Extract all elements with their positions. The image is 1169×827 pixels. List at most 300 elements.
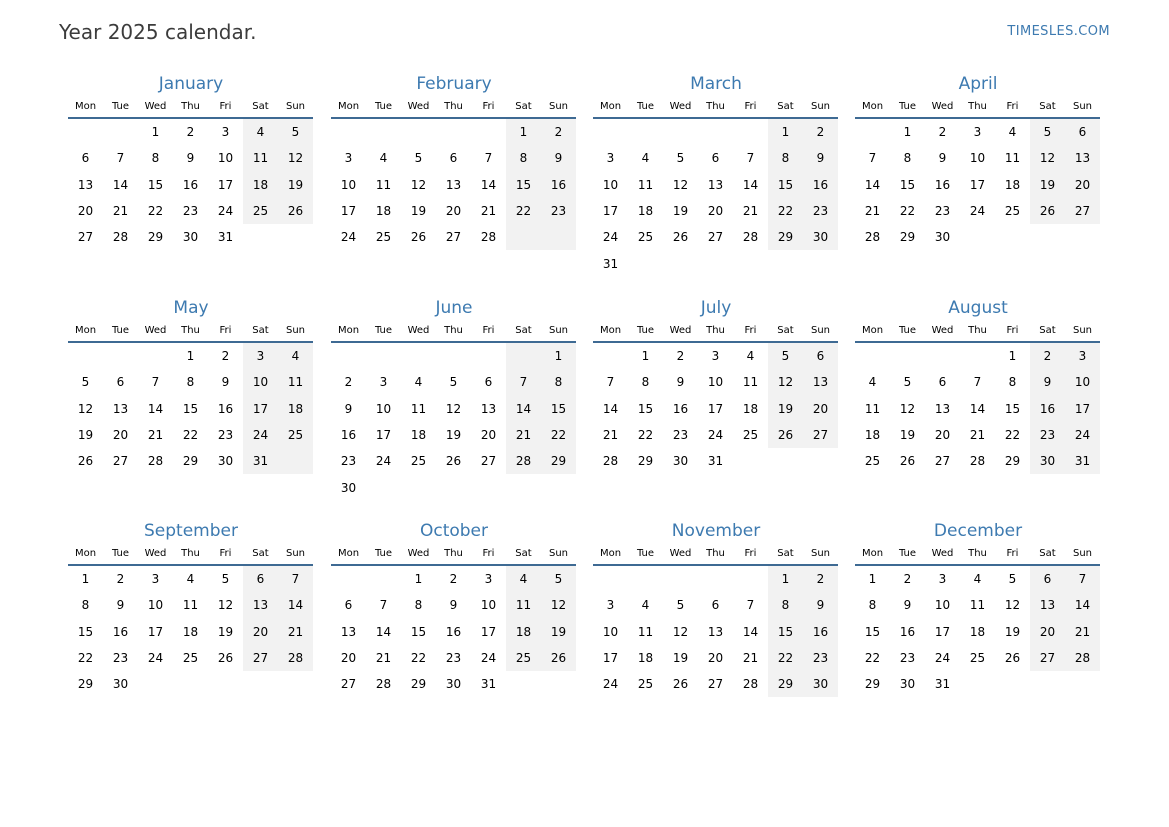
day-cell: 25 — [375, 230, 392, 245]
weekday-header: Sun — [278, 95, 313, 118]
day-cell: 7 — [1065, 565, 1100, 592]
day-cell: 18 — [864, 428, 881, 443]
day-cell: 29 — [182, 454, 199, 469]
day-cell: 5 — [221, 572, 230, 587]
day-cell: 19 — [278, 172, 313, 198]
month-table — [593, 95, 838, 277]
weekday-header: Thu — [698, 542, 733, 565]
day-cell: 14 — [742, 177, 759, 192]
day-cell: 10 — [147, 598, 164, 613]
day-cell: 7 — [116, 151, 125, 166]
day-cell: 21 — [1065, 619, 1100, 645]
empty-cell — [366, 118, 401, 145]
empty-cell — [506, 474, 541, 500]
site-brand-link[interactable]: TIMESLES.COM — [1007, 24, 1110, 39]
month-block-may — [68, 297, 314, 474]
month-name: November — [671, 521, 761, 541]
day-cell: 5 — [768, 342, 803, 369]
day-cell: 16 — [899, 624, 916, 639]
day-cell: 24 — [480, 651, 497, 666]
day-cell: 28 — [742, 230, 759, 245]
day-cell: 30 — [803, 224, 838, 250]
week-row — [593, 145, 838, 171]
day-cell: 30 — [934, 230, 951, 245]
empty-cell — [208, 671, 243, 697]
empty-cell — [1030, 224, 1065, 250]
day-cell: 7 — [379, 598, 388, 613]
week-row — [593, 448, 838, 474]
day-cell: 4 — [278, 342, 313, 369]
week-row — [855, 671, 1100, 697]
week-row — [331, 172, 576, 198]
empty-cell — [506, 671, 541, 697]
day-cell: 3 — [243, 342, 278, 369]
weekday-header: Wed — [663, 542, 698, 565]
weekday-header: Mon — [331, 319, 366, 342]
day-cell: 14 — [742, 624, 759, 639]
day-cell: 19 — [77, 428, 94, 443]
day-cell: 31 — [1065, 448, 1100, 474]
weekday-header: Sat — [1030, 319, 1065, 342]
day-cell: 31 — [602, 256, 619, 271]
week-row — [593, 671, 838, 697]
day-cell: 27 — [1065, 198, 1100, 224]
empty-cell — [138, 342, 173, 369]
empty-cell — [436, 342, 471, 369]
day-cell: 3 — [606, 151, 615, 166]
day-cell: 6 — [803, 342, 838, 369]
month-block-july — [593, 297, 839, 474]
day-cell: 20 — [77, 204, 94, 219]
weekday-header: Sun — [803, 542, 838, 565]
weekday-header: Tue — [628, 95, 663, 118]
weekday-header: Thu — [960, 542, 995, 565]
day-cell: 6 — [711, 598, 720, 613]
day-cell: 16 — [672, 401, 689, 416]
day-cell: 29 — [77, 677, 94, 692]
empty-cell — [960, 224, 995, 250]
day-cell: 19 — [445, 428, 462, 443]
day-cell: 16 — [934, 177, 951, 192]
day-cell: 20 — [243, 619, 278, 645]
day-cell: 4 — [186, 572, 195, 587]
day-cell: 25 — [637, 677, 654, 692]
empty-cell — [243, 671, 278, 697]
day-cell: 11 — [243, 145, 278, 171]
day-cell: 9 — [449, 598, 458, 613]
weekday-header: Sat — [768, 542, 803, 565]
day-cell: 19 — [672, 204, 689, 219]
day-cell: 24 — [217, 204, 234, 219]
day-cell: 22 — [410, 651, 427, 666]
weekday-header: Sat — [243, 319, 278, 342]
day-cell: 26 — [77, 454, 94, 469]
day-cell: 18 — [506, 619, 541, 645]
day-cell: 12 — [278, 145, 313, 171]
weekday-header: Thu — [173, 319, 208, 342]
weekday-header: Tue — [103, 542, 138, 565]
day-cell: 7 — [506, 369, 541, 395]
week-row — [68, 619, 313, 645]
month-block-january — [68, 73, 314, 250]
empty-cell — [401, 342, 436, 369]
day-cell: 26 — [672, 677, 689, 692]
day-cell: 14 — [375, 624, 392, 639]
weekday-header: Sun — [1065, 319, 1100, 342]
week-row — [331, 671, 576, 697]
month-name: March — [690, 74, 742, 94]
day-cell: 8 — [81, 598, 90, 613]
empty-cell — [1030, 671, 1065, 697]
day-cell: 17 — [217, 177, 234, 192]
day-cell: 29 — [410, 677, 427, 692]
day-cell: 24 — [1065, 422, 1100, 448]
day-cell: 5 — [676, 598, 685, 613]
day-cell: 20 — [707, 651, 724, 666]
day-cell: 27 — [445, 230, 462, 245]
day-cell: 22 — [506, 198, 541, 224]
month-table — [331, 319, 576, 501]
day-cell: 16 — [541, 172, 576, 198]
day-cell: 26 — [672, 230, 689, 245]
empty-cell — [541, 474, 576, 500]
day-cell: 17 — [934, 624, 951, 639]
day-cell: 26 — [899, 454, 916, 469]
day-cell: 2 — [186, 125, 195, 140]
empty-cell — [663, 118, 698, 145]
day-cell: 3 — [484, 572, 493, 587]
day-cell: 13 — [445, 177, 462, 192]
weekday-header: Wed — [401, 319, 436, 342]
weekday-header: Wed — [401, 95, 436, 118]
day-cell: 1 — [414, 572, 423, 587]
day-cell: 23 — [1030, 422, 1065, 448]
day-cell: 21 — [969, 428, 986, 443]
day-cell: 8 — [1008, 375, 1017, 390]
weekday-header: Sun — [1065, 542, 1100, 565]
day-cell: 14 — [506, 396, 541, 422]
week-row — [593, 369, 838, 395]
day-cell: 14 — [112, 177, 129, 192]
day-cell: 13 — [243, 592, 278, 618]
day-cell: 21 — [742, 204, 759, 219]
day-cell: 2 — [676, 349, 685, 364]
empty-cell — [436, 118, 471, 145]
month-block-august — [855, 297, 1101, 474]
empty-cell — [628, 250, 663, 276]
day-cell: 27 — [934, 454, 951, 469]
week-row — [855, 619, 1100, 645]
day-cell: 7 — [278, 565, 313, 592]
week-row — [331, 645, 576, 671]
day-cell: 1 — [868, 572, 877, 587]
month-name: January — [158, 74, 224, 94]
day-cell: 5 — [1030, 118, 1065, 145]
day-cell: 11 — [637, 177, 654, 192]
month-block-march — [593, 73, 839, 277]
day-cell: 29 — [637, 454, 654, 469]
day-cell: 17 — [375, 428, 392, 443]
weekday-header: Tue — [366, 319, 401, 342]
day-cell: 29 — [147, 230, 164, 245]
week-row — [68, 592, 313, 618]
day-cell: 18 — [410, 428, 427, 443]
week-row — [331, 422, 576, 448]
day-cell: 6 — [243, 565, 278, 592]
day-cell: 29 — [768, 224, 803, 250]
week-row — [593, 645, 838, 671]
empty-cell — [366, 342, 401, 369]
day-cell: 7 — [484, 151, 493, 166]
weekday-header: Thu — [436, 95, 471, 118]
month-table — [68, 542, 313, 697]
empty-cell — [663, 565, 698, 592]
day-cell: 18 — [637, 651, 654, 666]
day-cell: 10 — [934, 598, 951, 613]
week-row — [331, 224, 576, 250]
day-cell: 28 — [147, 454, 164, 469]
weekday-header: Sun — [541, 542, 576, 565]
week-row — [68, 342, 313, 369]
weekday-header: Tue — [628, 542, 663, 565]
day-cell: 8 — [641, 375, 650, 390]
month-table — [855, 319, 1100, 474]
day-cell: 20 — [480, 428, 497, 443]
day-cell: 15 — [506, 172, 541, 198]
month-block-september — [68, 520, 314, 697]
day-cell: 8 — [414, 598, 423, 613]
day-cell: 2 — [116, 572, 125, 587]
empty-cell — [698, 250, 733, 276]
weekday-header: Thu — [436, 319, 471, 342]
day-cell: 23 — [541, 198, 576, 224]
day-cell: 15 — [541, 396, 576, 422]
day-cell: 27 — [707, 230, 724, 245]
week-row — [68, 671, 313, 697]
day-cell: 11 — [1004, 151, 1021, 166]
day-cell: 31 — [707, 454, 724, 469]
day-cell: 12 — [1030, 145, 1065, 171]
weekday-header: Fri — [208, 319, 243, 342]
day-cell: 17 — [147, 624, 164, 639]
day-cell: 23 — [340, 454, 357, 469]
weekday-header: Mon — [68, 542, 103, 565]
week-row — [593, 224, 838, 250]
day-cell: 13 — [707, 624, 724, 639]
day-cell: 4 — [243, 118, 278, 145]
day-cell: 4 — [506, 565, 541, 592]
empty-cell — [890, 342, 925, 369]
day-cell: 9 — [803, 592, 838, 618]
day-cell: 31 — [480, 677, 497, 692]
week-row — [593, 422, 838, 448]
day-cell: 13 — [934, 401, 951, 416]
day-cell: 4 — [973, 572, 982, 587]
month-name: December — [933, 521, 1023, 541]
day-cell: 28 — [112, 230, 129, 245]
month-block-april — [855, 73, 1101, 250]
weekday-header: Sat — [1030, 95, 1065, 118]
week-row — [68, 369, 313, 395]
week-row — [68, 198, 313, 224]
day-cell: 30 — [340, 480, 357, 495]
day-cell: 19 — [768, 396, 803, 422]
month-name: May — [173, 298, 209, 318]
empty-cell — [960, 342, 995, 369]
day-cell: 16 — [112, 624, 129, 639]
week-row — [331, 619, 576, 645]
weekday-header: Fri — [995, 95, 1030, 118]
day-cell: 12 — [768, 369, 803, 395]
day-cell: 26 — [217, 651, 234, 666]
day-cell: 15 — [637, 401, 654, 416]
week-row — [593, 342, 838, 369]
weekday-header: Wed — [138, 319, 173, 342]
weekday-header: Tue — [103, 319, 138, 342]
empty-cell — [1065, 671, 1100, 697]
day-cell: 8 — [506, 145, 541, 171]
day-cell: 2 — [803, 565, 838, 592]
weekday-header: Sat — [506, 95, 541, 118]
day-cell: 16 — [803, 172, 838, 198]
day-cell: 6 — [938, 375, 947, 390]
day-cell: 6 — [81, 151, 90, 166]
day-cell: 17 — [480, 624, 497, 639]
weekday-header: Mon — [593, 319, 628, 342]
day-cell: 25 — [182, 651, 199, 666]
weekday-header: Mon — [855, 542, 890, 565]
day-cell: 17 — [243, 396, 278, 422]
day-cell: 15 — [77, 624, 94, 639]
day-cell: 7 — [606, 375, 615, 390]
week-row — [68, 448, 313, 474]
day-cell: 26 — [278, 198, 313, 224]
day-cell: 21 — [864, 204, 881, 219]
weekday-header: Mon — [855, 319, 890, 342]
day-cell: 10 — [602, 624, 619, 639]
empty-cell — [733, 448, 768, 474]
day-cell: 30 — [112, 677, 129, 692]
weekday-header: Fri — [208, 542, 243, 565]
day-cell: 22 — [899, 204, 916, 219]
weekday-header: Wed — [925, 542, 960, 565]
day-cell: 2 — [541, 118, 576, 145]
day-cell: 18 — [243, 172, 278, 198]
day-cell: 5 — [278, 118, 313, 145]
day-cell: 13 — [1065, 145, 1100, 171]
day-cell: 20 — [340, 651, 357, 666]
day-cell: 20 — [934, 428, 951, 443]
weekday-header: Thu — [698, 95, 733, 118]
day-cell: 22 — [768, 198, 803, 224]
weekday-header: Sat — [768, 95, 803, 118]
day-cell: 6 — [344, 598, 353, 613]
day-cell: 29 — [541, 448, 576, 474]
weekday-header: Wed — [925, 95, 960, 118]
week-row — [855, 118, 1100, 145]
day-cell: 27 — [480, 454, 497, 469]
empty-cell — [471, 474, 506, 500]
day-cell: 10 — [969, 151, 986, 166]
day-cell: 25 — [1004, 204, 1021, 219]
day-cell: 25 — [742, 428, 759, 443]
day-cell: 10 — [1065, 369, 1100, 395]
day-cell: 24 — [602, 677, 619, 692]
day-cell: 27 — [112, 454, 129, 469]
empty-cell — [401, 474, 436, 500]
day-cell: 24 — [243, 422, 278, 448]
empty-cell — [243, 224, 278, 250]
day-cell: 21 — [278, 619, 313, 645]
day-cell: 18 — [742, 401, 759, 416]
day-cell: 20 — [445, 204, 462, 219]
weekday-header: Sun — [541, 319, 576, 342]
day-cell: 24 — [147, 651, 164, 666]
weekday-header: Mon — [855, 95, 890, 118]
day-cell: 2 — [449, 572, 458, 587]
weekday-header: Sun — [278, 542, 313, 565]
week-row — [331, 592, 576, 618]
weekday-header: Fri — [471, 542, 506, 565]
day-cell: 9 — [116, 598, 125, 613]
day-cell: 12 — [217, 598, 234, 613]
week-row — [855, 198, 1100, 224]
weekday-header: Wed — [925, 319, 960, 342]
day-cell: 12 — [410, 177, 427, 192]
day-cell: 29 — [768, 671, 803, 697]
day-cell: 1 — [768, 118, 803, 145]
day-cell: 1 — [81, 572, 90, 587]
day-cell: 16 — [340, 428, 357, 443]
day-cell: 9 — [221, 375, 230, 390]
day-cell: 28 — [602, 454, 619, 469]
weekday-header: Tue — [890, 319, 925, 342]
day-cell: 14 — [1065, 592, 1100, 618]
weekday-header: Tue — [890, 95, 925, 118]
weekday-header: Tue — [890, 542, 925, 565]
day-cell: 9 — [938, 151, 947, 166]
day-cell: 20 — [707, 204, 724, 219]
month-block-october — [331, 520, 577, 697]
day-cell: 19 — [899, 428, 916, 443]
day-cell: 22 — [637, 428, 654, 443]
month-block-february — [331, 73, 577, 250]
day-cell: 6 — [449, 151, 458, 166]
day-cell: 27 — [1030, 645, 1065, 671]
day-cell: 27 — [340, 677, 357, 692]
weekday-header: Thu — [436, 542, 471, 565]
empty-cell — [471, 342, 506, 369]
day-cell: 12 — [672, 624, 689, 639]
day-cell: 15 — [147, 177, 164, 192]
weekday-header: Thu — [698, 319, 733, 342]
day-cell: 28 — [480, 230, 497, 245]
week-row — [331, 145, 576, 171]
week-row — [593, 619, 838, 645]
week-row — [593, 396, 838, 422]
month-table — [855, 95, 1100, 250]
day-cell: 14 — [480, 177, 497, 192]
day-cell: 9 — [676, 375, 685, 390]
week-row — [331, 118, 576, 145]
day-cell: 6 — [484, 375, 493, 390]
week-row — [68, 565, 313, 592]
empty-cell — [138, 671, 173, 697]
day-cell: 12 — [672, 177, 689, 192]
empty-cell — [593, 118, 628, 145]
day-cell: 11 — [969, 598, 986, 613]
week-row — [593, 565, 838, 592]
